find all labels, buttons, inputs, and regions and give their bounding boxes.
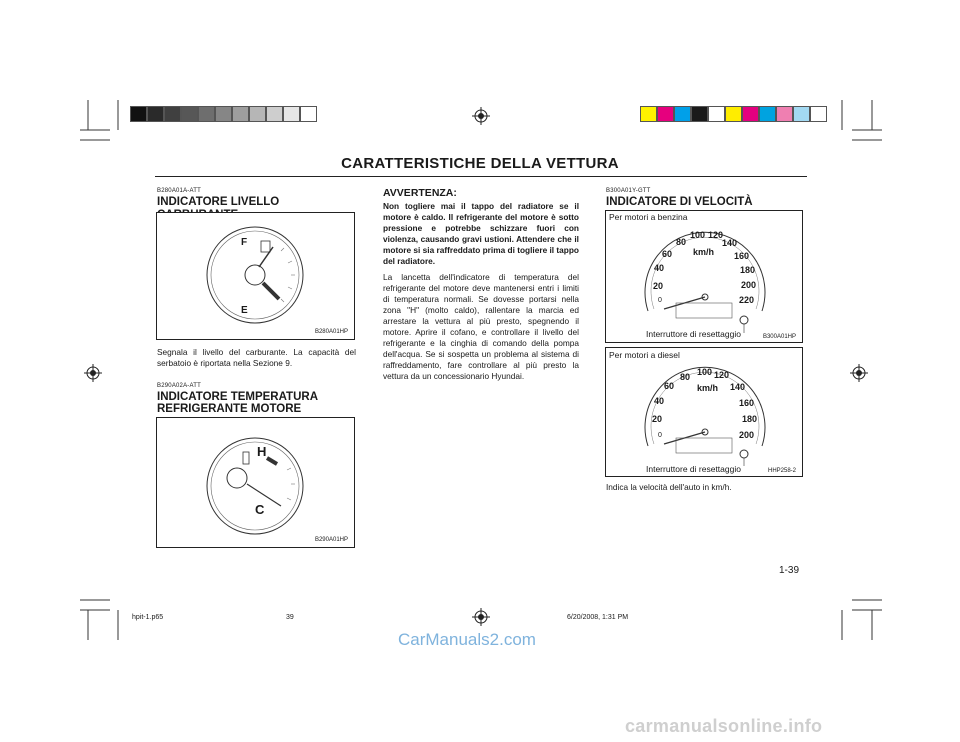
watermark-carmanuals2: CarManuals2.com: [398, 630, 536, 649]
gray-swatch-6: [232, 106, 249, 122]
diesel-tick-20: 20: [652, 414, 663, 424]
petrol-tick-200: 200: [741, 280, 757, 290]
petrol-tick-40: 40: [654, 263, 665, 273]
fuel-gauge-full-label: F: [241, 237, 248, 248]
registration-mark-top: [472, 107, 490, 125]
color-swatch-9: [793, 106, 810, 122]
color-swatch-10: [810, 106, 827, 122]
fuel-figure-label: B280A01HP: [314, 329, 348, 335]
temp-gauge-cold-label: C: [255, 502, 265, 517]
petrol-tick-140: 140: [722, 238, 738, 248]
gray-swatch-4: [198, 106, 215, 122]
color-swatch-1: [657, 106, 674, 122]
diesel-reset-label: Interruttore di resettaggio: [646, 464, 741, 474]
color-swatch-7: [759, 106, 776, 122]
diesel-tick-40: 40: [654, 396, 665, 406]
gray-swatch-9: [283, 106, 300, 122]
petrol-speedometer-figure: [605, 210, 803, 343]
temp-gauge-illustration: [157, 418, 354, 547]
print-bar-color: [640, 106, 827, 122]
page-title: CARATTERISTICHE DELLA VETTURA: [341, 155, 619, 172]
diesel-tick-140: 140: [730, 382, 746, 392]
speed-section-code: B300A01Y-GTT: [606, 188, 651, 194]
petrol-label: Per motori a benzina: [609, 212, 688, 222]
petrol-unit-label: km/h: [693, 247, 715, 257]
diesel-tick-200: 200: [739, 430, 755, 440]
gray-swatch-1: [147, 106, 164, 122]
temp-gauge-hot-label: H: [257, 444, 267, 459]
color-swatch-5: [725, 106, 742, 122]
color-swatch-0: [640, 106, 657, 122]
fuel-gauge-figure: [156, 212, 355, 340]
petrol-tick-220: 220: [739, 295, 755, 305]
gray-swatch-2: [164, 106, 181, 122]
petrol-tick-80: 80: [676, 237, 687, 247]
petrol-reset-label: Interruttore di resettaggio: [646, 329, 741, 339]
gray-swatch-0: [130, 106, 147, 122]
petrol-tick-100: 100: [690, 230, 706, 240]
gray-swatch-8: [266, 106, 283, 122]
diesel-tick-180: 180: [742, 414, 758, 424]
diesel-tick-80: 80: [680, 372, 691, 382]
color-swatch-2: [674, 106, 691, 122]
petrol-tick-0: 0: [658, 297, 662, 304]
warning-title: AVVERTENZA:: [383, 187, 457, 199]
gray-swatch-10: [300, 106, 317, 122]
color-swatch-6: [742, 106, 759, 122]
temp-heading-line2: REFRIGERANTE MOTORE: [157, 403, 302, 415]
fuel-description: Segnala il livello del carburante. La capacità del serbatoio è riportata nella Sezione 9.: [157, 347, 356, 368]
diesel-tick-100: 100: [697, 367, 713, 377]
gray-swatch-5: [215, 106, 232, 122]
petrol-tick-160: 160: [734, 251, 750, 261]
temp-heading-line1: INDICATORE TEMPERATURA: [157, 391, 318, 403]
petrol-tick-120: 120: [708, 230, 724, 240]
petrol-figure-label: B300A01HP: [762, 334, 796, 340]
diesel-tick-60: 60: [664, 381, 675, 391]
temp-gauge-figure: [156, 417, 355, 548]
diesel-tick-160: 160: [739, 398, 755, 408]
footer-page: 39: [286, 614, 294, 621]
color-swatch-3: [691, 106, 708, 122]
registration-mark-left: [84, 364, 102, 382]
temp-section-code: B290A02A-ATT: [157, 383, 201, 389]
fuel-section-heading: INDICATORE LIVELLO: [157, 196, 280, 208]
registration-mark-bottom: [472, 608, 490, 626]
title-rule: [155, 176, 807, 177]
color-swatch-8: [776, 106, 793, 122]
warning-body-text: La lancetta dell'indicatore di temperatura del refrigerante del motore deve mantenersi entri i limiti di temperatura normali. Se dovesse portarsi nella zona "H" (molto caldo), rallentare la marcia ed arrestare la vettura al più presto, spegnendo il motore. Aprire il cofano, e controllare il livello del refrigerante e la cinghia di comando della pompa dell'acqua. Se si sospetta un problema al sistema di raffreddamento, fare controllare al più presto la vettura da un concessionario Hyundai.: [383, 272, 579, 381]
gray-swatch-3: [181, 106, 198, 122]
temp-figure-label: B290A01HP: [314, 537, 348, 543]
fuel-gauge-illustration: [157, 213, 354, 339]
diesel-unit-label: km/h: [697, 383, 719, 393]
diesel-figure-label: HHP258-2: [767, 468, 796, 474]
registration-mark-right: [850, 364, 868, 382]
color-swatch-4: [708, 106, 725, 122]
diesel-tick-120: 120: [714, 370, 730, 380]
footer-file: hpit-1.p65: [132, 614, 164, 621]
diesel-speedometer-figure: [605, 347, 803, 477]
petrol-tick-60: 60: [662, 249, 673, 259]
gray-swatch-7: [249, 106, 266, 122]
page-number: 1-39: [779, 565, 800, 576]
fuel-section-code: B280A01A-ATT: [157, 188, 201, 194]
speed-description: Indica la velocità dell'auto in km/h.: [606, 482, 732, 492]
diesel-label: Per motori a diesel: [609, 350, 680, 360]
warning-bold-text: Non togliere mai il tappo del radiatore se il motore è caldo. Il refrigerante del motore è sotto pressione e potrebbe schizzare fuori con violenza, causando gravi ustioni. Attendere che il motore si sia raffreddato prima di togliere il tappo del radiatore.: [383, 201, 579, 266]
petrol-tick-180: 180: [740, 265, 756, 275]
diesel-tick-0: 0: [658, 432, 662, 439]
speed-section-heading: INDICATORE DI VELOCITÀ: [606, 196, 753, 208]
watermark-carmanualsonline: carmanualsonline.info: [625, 716, 823, 736]
print-bar-gray: [130, 106, 317, 122]
fuel-gauge-empty-label: E: [241, 305, 248, 316]
petrol-tick-20: 20: [653, 281, 664, 291]
footer-date: 6/20/2008, 1:31 PM: [567, 614, 629, 621]
